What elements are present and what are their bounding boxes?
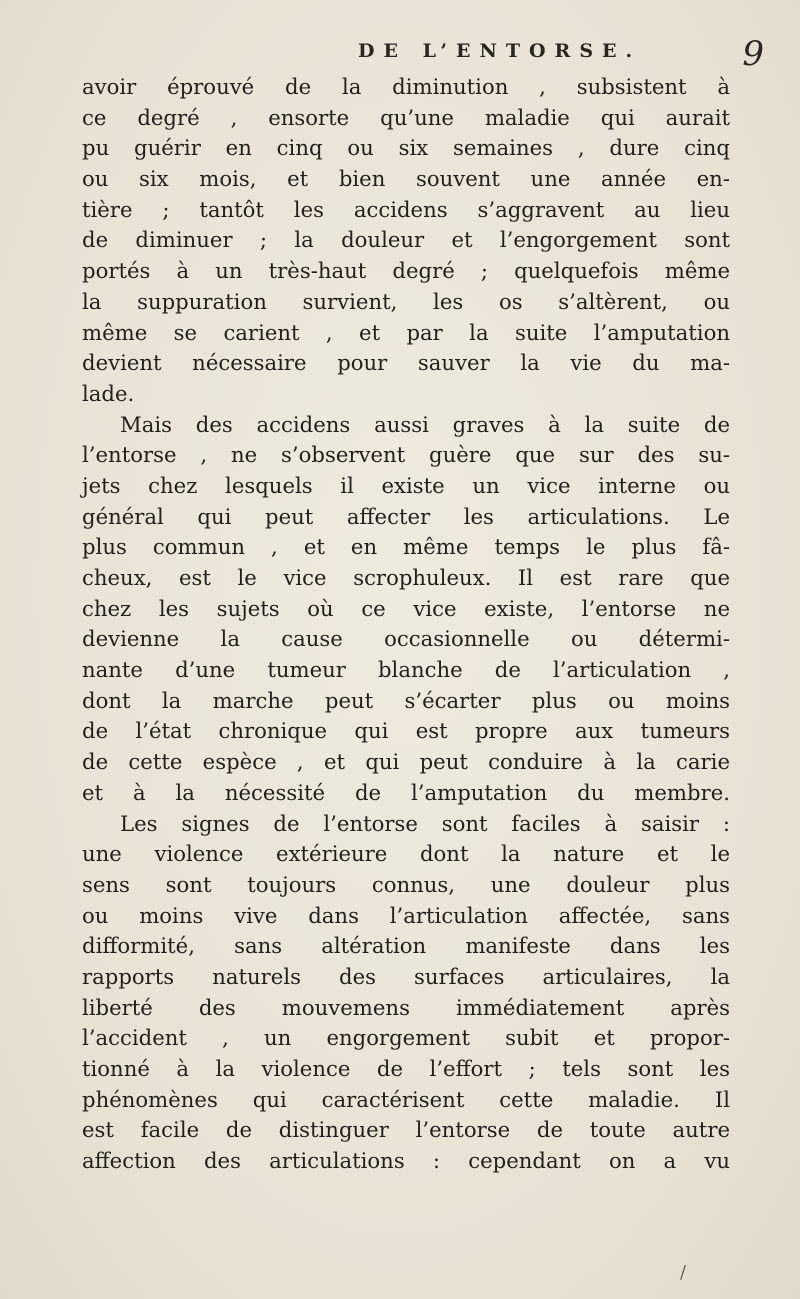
text-line: l’accident , un engorgement subit et propor- bbox=[82, 1025, 730, 1051]
text-line: phénomènes qui caractérisent cette maladie. Il bbox=[82, 1086, 730, 1112]
text-line: devienne la cause occasionnelle ou détermi- bbox=[82, 626, 730, 652]
text-line: Mais des accidens aussi graves à la suite de bbox=[120, 411, 730, 437]
text-line: une violence extérieure dont la nature et le bbox=[82, 841, 730, 867]
text-line: lade. bbox=[82, 380, 135, 406]
text-line: la suppuration survient, les os s’altèrent, ou bbox=[82, 288, 730, 314]
text-line: tière ; tantôt les accidens s’aggravent au lieu bbox=[82, 196, 730, 222]
text-line: de cette espèce , et qui peut conduire à la carie bbox=[82, 749, 730, 775]
body-text bbox=[82, 72, 730, 1177]
text-line: portés à un très-haut degré ; quelquefois même bbox=[82, 258, 730, 284]
text-line: ou moins vive dans l’articulation affectée, sans bbox=[82, 902, 730, 928]
text-line: avoir éprouvé de la diminution , subsistent à bbox=[82, 74, 730, 99]
page-number: 9 bbox=[742, 34, 764, 74]
text-line: de diminuer ; la douleur et l’engorgement sont bbox=[82, 227, 730, 253]
text-line: pu guérir en cinq ou six semaines , dure cinq bbox=[82, 135, 730, 161]
text-line: plus commun , et en même temps le plus fâ- bbox=[82, 534, 730, 560]
text-line: ce degré , ensorte qu’une maladie qui aurait bbox=[82, 104, 730, 130]
text-line: dont la marche peut s’écarter plus ou moins bbox=[82, 687, 730, 713]
text-line: sens sont toujours connus, une douleur plus bbox=[82, 871, 730, 897]
text-line: général qui peut affecter les articulations. Le bbox=[82, 503, 730, 529]
text-line: et à la nécessité de l’amputation du membre. bbox=[82, 779, 730, 805]
text-line: l’entorse , ne s’observent guère que sur des su- bbox=[82, 442, 730, 468]
text-line: difformité, sans altération manifeste dans les bbox=[82, 933, 730, 959]
text-line: est facile de distinguer l’entorse de toute autre bbox=[82, 1117, 730, 1143]
text-line: même se carient , et par la suite l’amputation bbox=[82, 319, 730, 345]
text-line: de l’état chronique qui est propre aux tumeurs bbox=[82, 718, 730, 744]
text-line: tionné à la violence de l’effort ; tels sont les bbox=[82, 1056, 730, 1081]
text-line: affection des articulations : cependant on a vu bbox=[82, 1148, 730, 1174]
text-line: ou six mois, et bien souvent une année en- bbox=[82, 166, 730, 192]
text-line: liberté des mouvemens immédiatement après bbox=[82, 994, 730, 1020]
text-line: cheux, est le vice scrophuleux. Il est rare que bbox=[82, 565, 730, 590]
text-line: chez les sujets où ce vice existe, l’entorse ne bbox=[82, 595, 730, 621]
text-line: rapports naturels des surfaces articulaires, la bbox=[82, 963, 730, 989]
page-header bbox=[30, 30, 770, 74]
running-head: DE L’ENTORSE. bbox=[358, 40, 642, 62]
text-line: jets chez lesquels il existe un vice interne ou bbox=[82, 472, 730, 498]
text-line: nante d’une tumeur blanche de l’articulation , bbox=[82, 657, 730, 683]
text-line: devient nécessaire pour sauver la vie du ma- bbox=[82, 350, 730, 376]
text-line: Les signes de l’entorse sont faciles à saisir : bbox=[120, 810, 730, 836]
stray-mark: / bbox=[680, 1262, 687, 1283]
